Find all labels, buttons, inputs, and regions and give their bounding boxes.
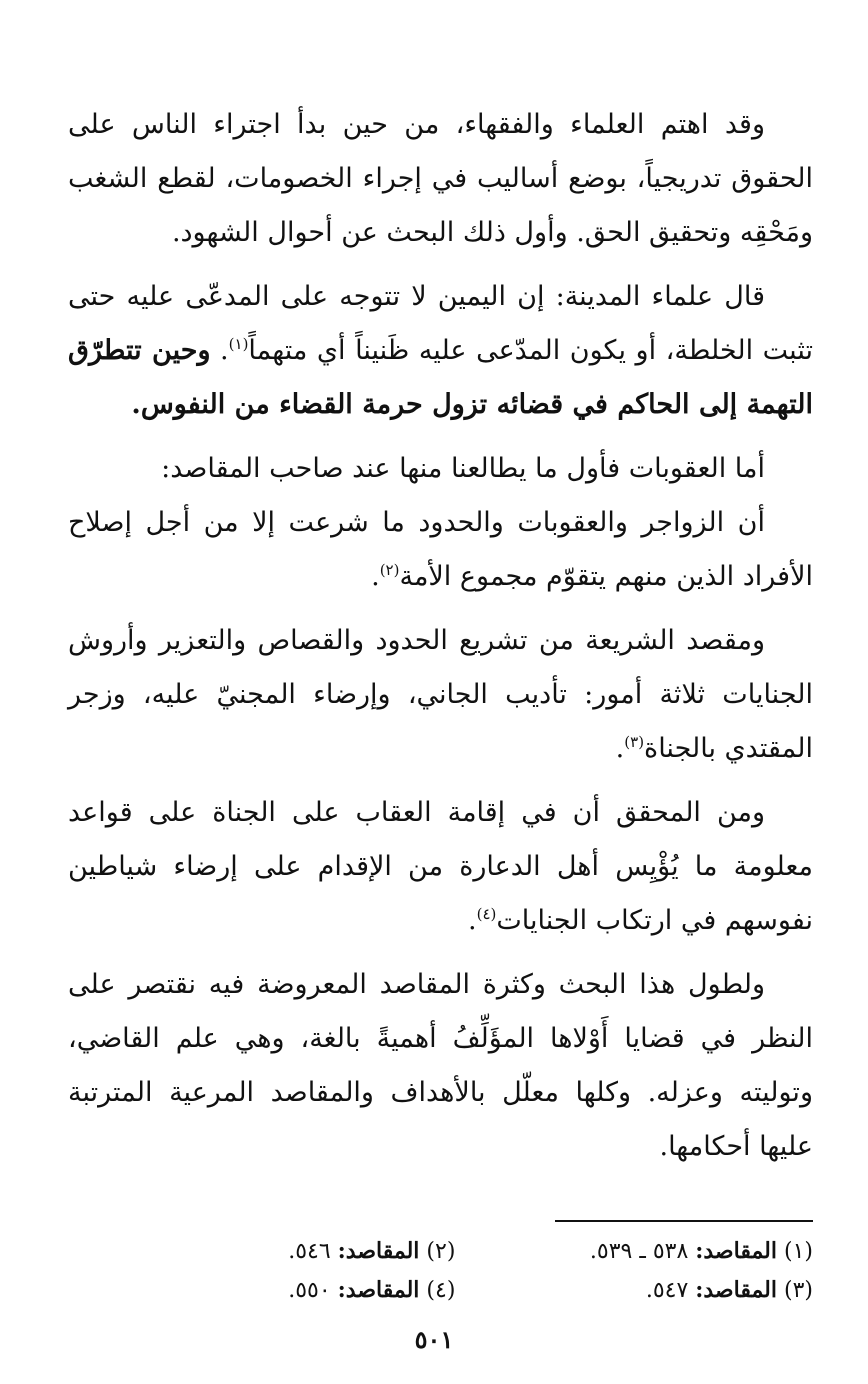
page-number: ٥٠١ xyxy=(414,1325,454,1354)
bold-sentence: وحين تتطرّق التهمة إلى الحاكم في قضائه تزول حرمة القضاء من النفوس. xyxy=(68,335,813,420)
footnote-4: (٤) المقاصد: ٥٥٠. xyxy=(288,1277,456,1303)
paragraph-5: ومقصد الشريعة من تشريع الحدود والقصاص والتعزير وأروش الجنايات ثلاثة أمور: تأديب الجاني، وإرضاء المجنيّ عليه، وزجر المقتدي بالجناة$^{(٣)}$. xyxy=(68,625,813,764)
paragraph-3: أما العقوبات فأول ما يطالعنا منها عند صاحب المقاصد: xyxy=(161,453,765,484)
footnote-1: (١) المقاصد: ٥٣٨ ـ ٥٣٩. xyxy=(589,1238,813,1264)
footnote-ref-1: (١) xyxy=(228,335,249,353)
paragraph-7: ولطول هذا البحث وكثرة المقاصد المعروضة فيه نقتصر على النظر في قضايا أَوْلاها المؤَلِّفُ أهميةً بالغة، وهي علم القاضي، وتوليته وعزله. وكلها معلّل بالأهداف والمقاصد المرعية المترتبة عليها أحكامها. xyxy=(68,969,813,1162)
footnote-3: (٣) المقاصد: ٥٤٧. xyxy=(645,1277,813,1303)
paragraph-4: أن الزواجر والعقوبات والحدود ما شرعت إلا من أجل إصلاح الأفراد الذين منهم يتقوّم مجموع الأمة$^{(٢)}$. xyxy=(68,507,813,592)
footnotes xyxy=(68,1232,813,1310)
main-text xyxy=(68,98,813,1174)
paragraph-2: قال علماء المدينة: إن اليمين لا تتوجه على المدعّى عليه حتى تثبت الخلطة، أو يكون المدّعى عليه ظَنيناً أي متهماً$^{(١)}$. وحين تتطرّق التهمة إلى الحاكم في قضائه تزول حرمة القضاء من النفوس. xyxy=(68,281,813,420)
footnote-ref-4: (٤) xyxy=(476,905,497,923)
paragraph-6: ومن المحقق أن في إقامة العقاب على الجناة على قواعد معلومة ما يُؤْيِس أهل الدعارة من الإقدام على إرضاء شياطين نفوسهم في ارتكاب الجنايات$^{(٤)}$. xyxy=(68,797,813,936)
footnote-ref-2: (٢) xyxy=(379,561,400,579)
footnote-row xyxy=(68,1271,813,1310)
footnote-ref-3: (٣) xyxy=(624,733,645,751)
footnote-2: (٢) المقاصد: ٥٤٦. xyxy=(288,1238,456,1264)
footnote-row xyxy=(68,1232,813,1271)
paragraph-1: وقد اهتم العلماء والفقهاء، من حين بدأ اجتراء الناس على الحقوق تدريجياً، بوضع أساليب في إجراء الخصومات، لقطع الشغب ومَحْقِه وتحقيق الحق. وأول ذلك البحث عن أحوال الشهود. xyxy=(68,109,813,248)
footnote-divider xyxy=(555,1220,813,1222)
